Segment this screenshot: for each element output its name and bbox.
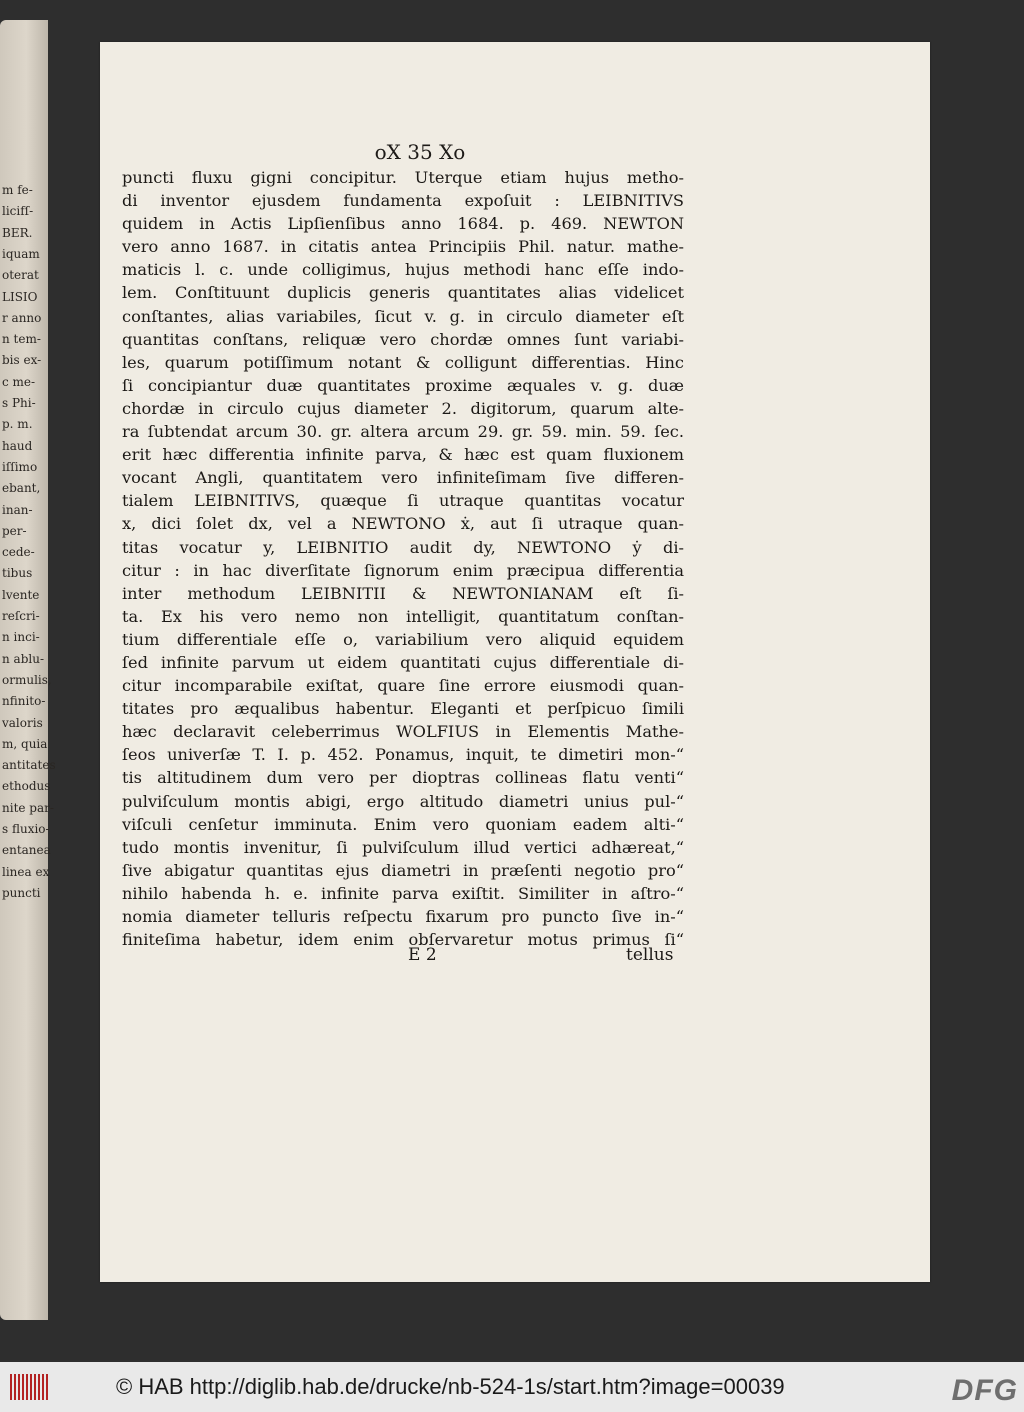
prev-page-fragment: reſcri- [2, 609, 40, 623]
text-line: citur : in hac diverſitate ſignorum enim præcipua differentia [122, 560, 684, 580]
text-line: tium differentiale eſſe o, variabilium vero aliquid equidem [122, 629, 684, 649]
prev-page-fragment: iquam [2, 246, 40, 261]
prev-page-fragment: ethodus [2, 779, 51, 794]
text-line: nihilo habenda h. e. infinite parva exiſtit. Similiter in aſtro-“ [122, 883, 684, 903]
dfg-logo: DFG [951, 1374, 1018, 1407]
text-line: chordæ in circulo cujus diameter 2. digitorum, quarum alte- [122, 398, 684, 418]
prev-page-fragment: n tem- [2, 332, 41, 347]
text-line: tialem LEIBNITIVS, quæque ſi utraque quantitas vocatur [122, 491, 684, 511]
prev-page-fragment: BER. [2, 225, 33, 240]
text-line: tis altitudinem dum vero per dioptras collineas flatu venti“ [122, 768, 684, 788]
text-line: vero anno 1687. in citatis antea Principiis Phil. natur. mathe- [122, 237, 684, 257]
hab-logo-icon [10, 1374, 50, 1400]
text-line: hæc declaravit celeberrimus WOLFIUS in Elementis Mathe- [122, 722, 684, 742]
prev-page-fragment: lvente [2, 587, 40, 602]
prev-page-fragment: iſſimo [2, 459, 38, 474]
prev-page-fragment: haud [2, 438, 33, 453]
book-page [100, 42, 930, 1282]
text-line: ſi concipiantur duæ quantitates proxime æquales v. g. duæ [122, 375, 684, 395]
prev-page-fragment: r anno [2, 310, 42, 325]
text-line: ſed infinite parvum ut eidem quantitati cujus differentiale di- [122, 652, 684, 672]
text-line: x, dici ſolet dx, vel a NEWTONO ẋ, aut ſi utraque quan- [122, 514, 684, 534]
prev-page-fragment: licifſ- [2, 204, 34, 219]
text-line: finiteſima habetur, idem enim obſervaretur motus primus ſi“ [122, 930, 684, 950]
text-line: titas vocatur y, LEIBNITIO audit dy, NEWTONO ẏ di- [122, 537, 684, 557]
prev-page-fragment: s fluxio- [2, 822, 50, 836]
text-line: puncti fluxu gigni concipitur. Uterque etiam hujus metho- [122, 168, 684, 187]
prev-page-fragment: entanea [2, 843, 51, 858]
page-header: oX 35 Xo [374, 140, 466, 164]
text-line: viſculi cenſetur imminuta. Enim vero quoniam eadem alti-“ [122, 814, 684, 834]
text-line: inter methodum LEIBNITII & NEWTONIANAM eſt ſi- [122, 583, 684, 603]
prev-page-fragment: p. m. [2, 417, 33, 432]
catchword: tellus [626, 945, 674, 965]
prev-page-fragment: n ablu- [2, 651, 44, 666]
text-line: les, quarum potiſſimum notant & colligunt differentias. Hinc [122, 352, 684, 372]
prev-page-fragment: s Phi- [2, 396, 36, 410]
prev-page-fragment: puncti [2, 885, 41, 900]
prev-page-fragment: bis ex- [2, 353, 42, 368]
prev-page-fragment: valoris [2, 715, 43, 730]
prev-page-fragment: c me- [2, 374, 36, 389]
signature-mark: E 2 [408, 945, 437, 965]
prev-page-fragment: inan- [2, 502, 33, 517]
prev-page-fragment: antitates [2, 758, 56, 773]
prev-page-fragment: linea ex [2, 864, 50, 879]
text-line: ſive abigatur quantitas ejus diametri in præſenti negotio pro“ [122, 860, 684, 880]
text-line: tudo montis invenitur, ſi pulviſculum illud vertici adhæreat,“ [122, 837, 684, 857]
prev-page-fragment: n inci- [2, 630, 40, 645]
text-line: maticis l. c. unde colligimus, hujus methodi hanc eſſe indo- [122, 260, 684, 280]
text-line: quidem in Actis Lipſienſibus anno 1684. p. 469. NEWTON [122, 214, 684, 234]
prev-page-fragment: nite par- [2, 800, 54, 815]
text-line: pulviſculum montis abigi, ergo altitudo diametri unius pul-“ [122, 791, 684, 811]
text-line: vocant Angli, quantitatem vero infiniteſimam ſive differen- [122, 468, 684, 488]
text-line: ſeos univerſæ T. I. p. 452. Ponamus, inquit, te dimetiri mon-“ [122, 745, 684, 765]
text-line: di inventor ejusdem fundamenta expoſuit : LEIBNITIVS [122, 191, 684, 211]
prev-page-fragment: tibus [2, 566, 33, 581]
prev-page-fragment: nfinito- [2, 694, 46, 709]
text-line: ra ſubtendat arcum 30. gr. altera arcum 29. gr. 59. min. 59. ſec. [122, 422, 684, 442]
text-line: erit hæc differentia infinite parva, & hæc est quam fluxionem [122, 445, 684, 465]
copyright-link[interactable]: © HAB http://diglib.hab.de/drucke/nb-524-1s/start.htm?image=00039 [116, 1374, 785, 1399]
previous-page-edge [0, 20, 56, 1320]
prev-page-fragment: per- [2, 523, 27, 538]
prev-page-fragment: ormulis, [2, 672, 52, 687]
text-line: titates pro æqualibus habentur. Eleganti et perſpicuo ſimili [122, 699, 684, 719]
prev-page-fragment: cede- [2, 545, 35, 560]
text-line: ta. Ex his vero nemo non intelligit, quantitatum conſtan- [122, 606, 684, 626]
prev-page-fragment: oterat [2, 268, 39, 283]
page-body [122, 166, 684, 951]
text-line: conſtantes, alias variabiles, ſicut v. g. in circulo diameter eſt [122, 306, 684, 326]
prev-page-fragment: m fe- [2, 183, 33, 197]
text-line: citur incomparabile exiſtat, quare ſine errore eiusmodi quan- [122, 676, 684, 696]
text-line: lem. Conſtituunt duplicis generis quantitates alias videlicet [122, 283, 684, 303]
prev-page-fragment: ebant, [2, 481, 41, 496]
prev-page-fragment: LISIO [2, 289, 38, 304]
text-line: quantitas conſtans, reliquæ vero chordæ omnes ſunt variabi- [122, 329, 684, 349]
viewer-footer [0, 1362, 1024, 1412]
prev-page-fragment: m, quia [2, 736, 48, 751]
text-line: nomia diameter telluris reſpectu fixarum pro puncto ſive in-“ [122, 907, 684, 926]
